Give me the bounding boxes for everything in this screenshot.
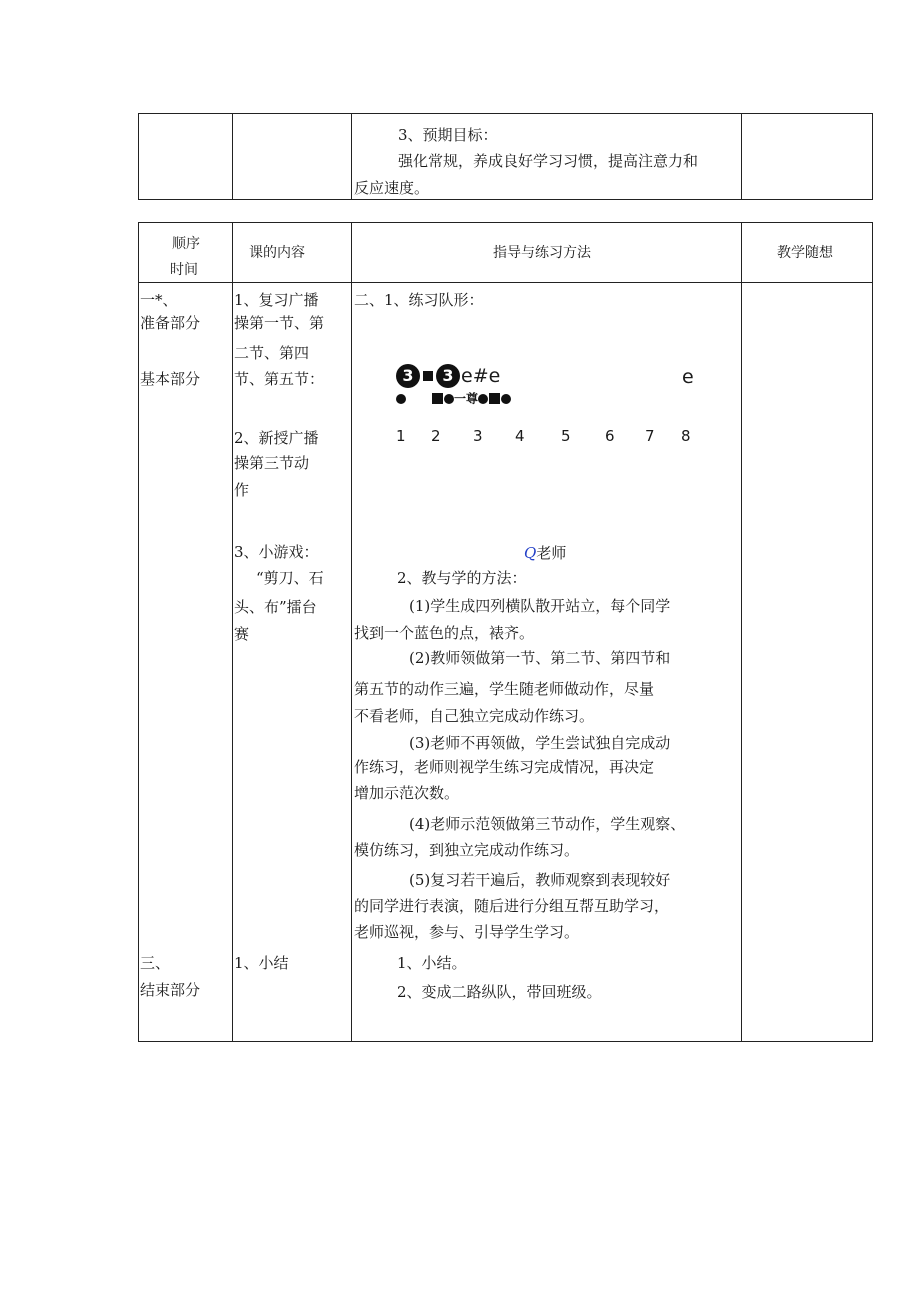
header-content: 课的内容 [249, 245, 305, 261]
method-p5-line2: 的同学进行表演，随后进行分组互帮互助学习， [354, 897, 670, 915]
formation-row2-text: 一尊 [454, 391, 479, 406]
part3-title: 结束部分 [140, 981, 201, 999]
formation-number-5: 5 [561, 427, 571, 445]
header-method: 指导与练习方法 [493, 245, 591, 261]
content-item1-line1: 1、复习广播 [234, 291, 319, 309]
formation-row1-end: e [682, 366, 694, 388]
formation-number-7: 7 [645, 427, 655, 445]
teacher-label: 老师 [536, 544, 567, 562]
formation-marker-3a: 3 [396, 364, 420, 388]
teacher-position [524, 543, 566, 563]
part3-number: 三、 [140, 954, 171, 972]
header-order: 顺序 [172, 236, 200, 252]
content-item2-line3: 作 [234, 481, 250, 499]
content-item1-line3: 二节、第四 [234, 344, 310, 362]
header-reflection: 教学随想 [777, 245, 833, 261]
dot-marker [501, 394, 511, 404]
method-p4-line1: (4)老师示范领做第三节动作，学生观察、 [409, 815, 686, 833]
method-p1-line1: (1)学生成四列横队散开站立，每个同学 [409, 597, 671, 615]
dot-marker [444, 394, 454, 404]
goal-text-line2: 反应速度。 [354, 179, 430, 197]
content-item2-line1: 2、新授广播 [234, 429, 319, 447]
formation-marker-3b: 3 [436, 364, 460, 388]
goal-label: 3、预期目标： [398, 126, 498, 144]
formation-number-1: 1 [396, 427, 406, 445]
header-time: 时间 [170, 262, 198, 278]
content-item3-line2: “剪刀、石 [256, 569, 324, 587]
content-item4: 1、小结 [234, 954, 289, 972]
content-item1-line2: 操第一节、第 [234, 314, 325, 332]
content-item3-line1: 3、小游戏： [234, 543, 319, 561]
formation-number-6: 6 [605, 427, 615, 445]
content-item3-line3: 头、布”擂台 [234, 598, 317, 616]
formation-row2 [396, 391, 511, 405]
formation-number-8: 8 [681, 427, 691, 445]
part1-title: 准备部分 [140, 314, 201, 332]
method-p1-line2: 找到一个蓝色的点，裱齐。 [354, 624, 535, 642]
method-p2-line3: 不看老师，自己独立完成动作练习。 [354, 707, 595, 725]
formation-number-2: 2 [431, 427, 441, 445]
formation-title: 二、1、练习队形： [354, 291, 484, 309]
dot-marker [396, 394, 406, 404]
part1-number: 一*、 [140, 291, 178, 309]
goal-text-line1: 强化常规，养成良好学习习惯，提高注意力和 [398, 152, 699, 170]
content-item3-line4: 赛 [234, 625, 250, 643]
method-p5-line1: (5)复习若干遍后，教师观察到表现较好 [409, 871, 671, 889]
square-marker [432, 393, 443, 404]
content-item2-line2: 操第三节动 [234, 454, 310, 472]
method-p3-line1: (3)老师不再领做，学生尝试独自完成动 [409, 734, 671, 752]
formation-number-3: 3 [473, 427, 483, 445]
method-p2-line1: (2)教师领做第一节、第二节、第四节和 [409, 649, 671, 667]
dot-marker [478, 394, 488, 404]
teacher-marker: Q [524, 544, 537, 562]
content-item1-line4: 节、第五节： [234, 370, 325, 388]
part2-title: 基本部分 [140, 370, 201, 388]
method-title: 2、教与学的方法： [397, 569, 527, 587]
method-p5-line3: 老师巡视，参与、引导学生学习。 [354, 923, 580, 941]
end-item2: 2、变成二路纵队，带回班级。 [397, 983, 602, 1001]
formation-number-4: 4 [515, 427, 525, 445]
method-p2-line2: 第五节的动作三遍，学生随老师做动作，尽量 [354, 680, 655, 698]
formation-row1 [396, 364, 500, 390]
method-p3-line2: 作练习，老师则视学生练习完成情况，再决定 [354, 758, 655, 776]
method-p4-line2: 模仿练习，到独立完成动作练习。 [354, 841, 580, 859]
square-marker [489, 393, 500, 404]
end-item1: 1、小结。 [397, 954, 467, 972]
method-p3-line3: 增加示范次数。 [354, 784, 460, 802]
square-marker [423, 371, 433, 381]
formation-row1-text: e#e [461, 365, 501, 387]
